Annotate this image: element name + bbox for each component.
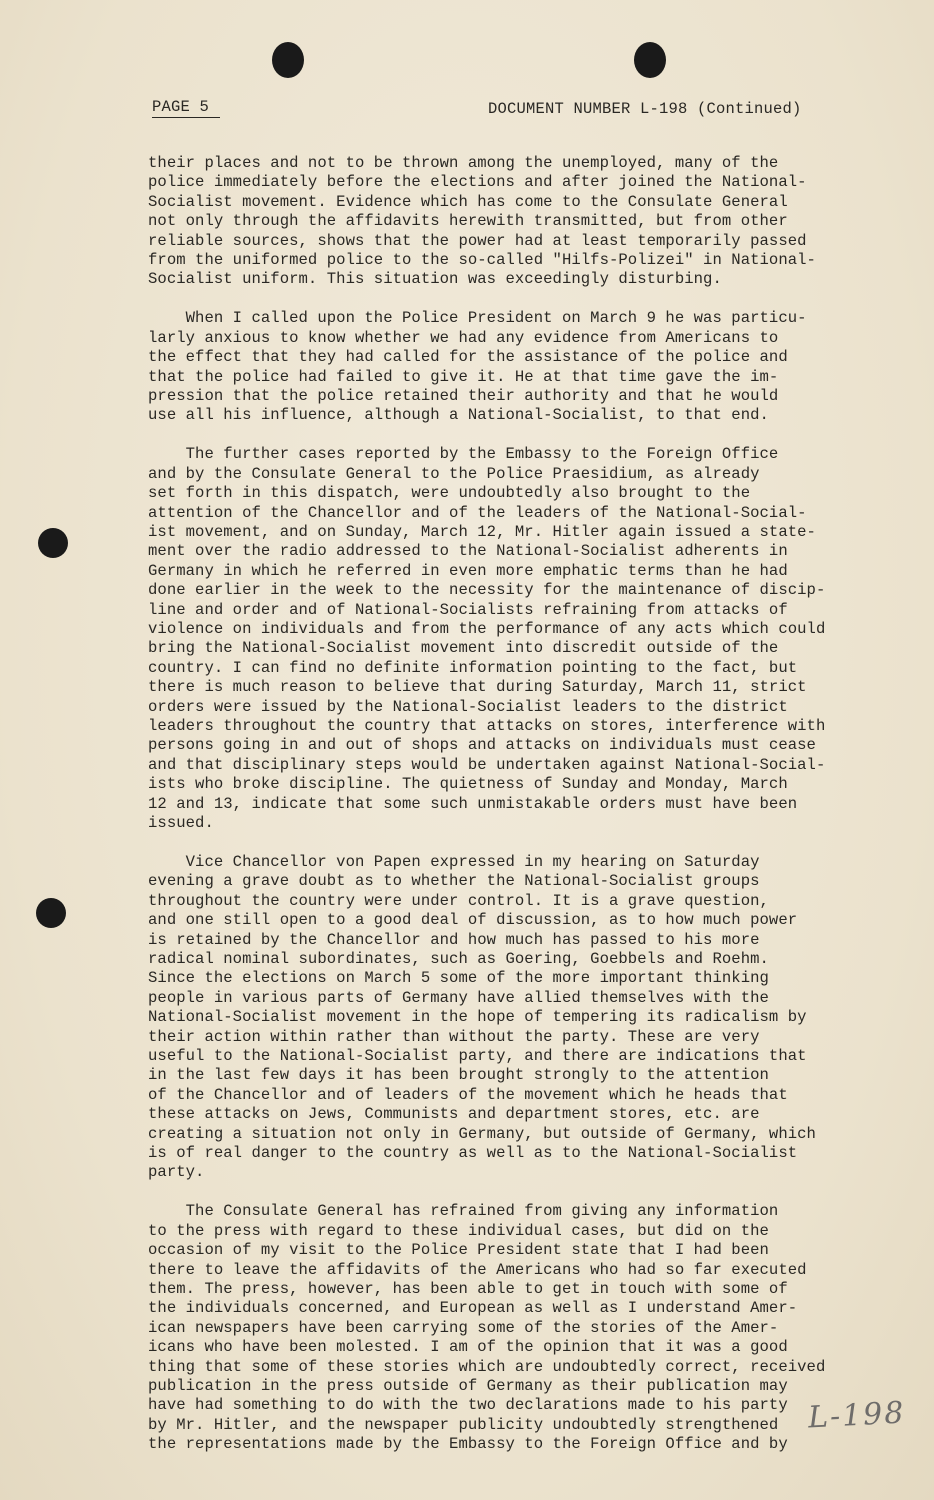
page-label [152, 98, 220, 118]
text-line: by Mr. Hitler, and the newspaper publicity undoubtedly strengthened [148, 1415, 779, 1434]
text-line: party. [148, 1163, 205, 1182]
text-line: to the press with regard to these individual cases, but did on the [148, 1221, 769, 1240]
text-line: useful to the National-Socialist party, and there are indications that [148, 1046, 807, 1065]
text-line: attention of the Chancellor and of the leaders of the National-Social- [148, 503, 807, 522]
text-line: have had something to do with the two declarations made to his party [148, 1396, 788, 1415]
text-line: bring the National-Socialist movement into discredit outside of the [148, 639, 779, 658]
text-line: country. I can find no definite information pointing to the fact, but [148, 658, 798, 677]
text-line: set forth in this dispatch, were undoubtedly also brought to the [148, 484, 751, 503]
text-line: evening a grave doubt as to whether the National-Socialist groups [148, 872, 760, 891]
text-line: of the Chancellor and of leaders of the movement which he heads that [148, 1085, 788, 1104]
text-line: Vice Chancellor von Papen expressed in my hearing on Saturday [148, 852, 760, 871]
document-body [148, 154, 858, 1474]
text-line: from the uniformed police to the so-called "Hilfs-Polizei" in National- [148, 251, 816, 270]
text-line: thing that some of these stories which are undoubtedly correct, received [148, 1357, 826, 1376]
text-line: When I called upon the Police President on March 9 he was particu- [148, 309, 807, 328]
text-line: icans who have been molested. I am of the opinion that it was a good [148, 1338, 788, 1357]
text-line: their places and not to be thrown among the unemployed, many of the [148, 154, 779, 172]
text-line: in the last few days it has been brought strongly to the attention [148, 1066, 769, 1085]
text-line: and that disciplinary steps would be undertaken against National-Social- [148, 755, 826, 774]
text-line: violence on individuals and from the performance of any acts which could [148, 619, 826, 638]
text-line: them. The press, however, has been able to get in touch with some of [148, 1279, 788, 1298]
punch-hole [38, 528, 68, 558]
text-line: the representations made by the Embassy to the Foreign Office and by [148, 1435, 788, 1454]
text-line: ists who broke discipline. The quietness of Sunday and Monday, March [148, 775, 788, 794]
text-line: creating a situation not only in Germany, but outside of Germany, which [148, 1124, 816, 1143]
text-line: 12 and 13, indicate that some such unmistakable orders must have been [148, 794, 798, 813]
text-line: orders were issued by the National-Socialist leaders to the district [148, 697, 788, 716]
text-line: leaders throughout the country that attacks on stores, interference with [148, 716, 826, 735]
text-line: ican newspapers have been carrying some of the stories of the Amer- [148, 1318, 779, 1337]
text-line: publication in the press outside of Germany as their publication may [148, 1376, 788, 1395]
page-label-underline [152, 117, 220, 118]
text-line: persons going in and out of shops and attacks on individuals must cease [148, 736, 816, 755]
text-line: occasion of my visit to the Police President state that I had been [148, 1241, 769, 1260]
text-line: there to leave the affidavits of the Americans who had so far executed [148, 1260, 807, 1279]
text-line: their action within rather than without the party. These are very [148, 1027, 760, 1046]
text-line: reliable sources, shows that the power had at least temporarily passed [148, 231, 807, 250]
text-line: people in various parts of Germany have allied themselves with the [148, 988, 769, 1007]
text-line: is retained by the Chancellor and how much has passed to his more [148, 930, 760, 949]
text-line: Socialist movement. Evidence which has come to the Consulate General [148, 192, 788, 211]
text-line: that the police had failed to give it. He at that time gave the im- [148, 367, 779, 386]
text-line: is of real danger to the country as well as to the National-Socialist [148, 1144, 798, 1162]
text-line: line and order and of National-Socialists refraining from attacks of [148, 600, 788, 619]
text-line: pression that the police retained their authority and that he would [148, 386, 779, 405]
text-line: there is much reason to believe that during Saturday, March 11, strict [148, 678, 807, 697]
text-line: use all his influence, although a National-Socialist, to that end. [148, 406, 769, 425]
text-line: The further cases reported by the Embassy to the Foreign Office [148, 445, 779, 464]
text-line: police immediately before the elections and after joined the National- [148, 173, 807, 192]
punch-hole [36, 898, 66, 928]
text-line: not only through the affidavits herewith transmitted, but from other [148, 212, 788, 231]
punch-hole [272, 42, 304, 78]
page-number: PAGE 5 [152, 98, 210, 116]
text-line: The Consulate General has refrained from giving any information [148, 1202, 779, 1221]
paragraph [148, 853, 858, 1183]
paragraph [148, 309, 858, 425]
paragraph [148, 445, 858, 833]
text-line: larly anxious to know whether we had any evidence from Americans to [148, 328, 779, 347]
text-line: Germany in which he referred in even more emphatic terms than he had [148, 561, 788, 580]
text-line: radical nominal subordinates, such as Goering, Goebbels and Roehm. [148, 949, 769, 968]
text-line: and one still open to a good deal of discussion, as to how much power [148, 911, 798, 930]
paragraph [148, 1202, 858, 1454]
handwritten-document-mark: L-198 [807, 1395, 907, 1436]
text-line: the individuals concerned, and European as well as I understand Amer- [148, 1299, 798, 1318]
text-line: and by the Consulate General to the Police Praesidium, as already [148, 464, 760, 483]
paragraph [148, 154, 858, 290]
text-line: Since the elections on March 5 some of the more important thinking [148, 969, 769, 988]
text-line: National-Socialist movement in the hope of tempering its radicalism by [148, 1008, 807, 1027]
text-line: ment over the radio addressed to the National-Socialist adherents in [148, 542, 788, 561]
text-line: Socialist uniform. This situation was exceedingly disturbing. [148, 270, 722, 289]
text-line: done earlier in the week to the necessity for the maintenance of discip- [148, 581, 826, 600]
text-line: issued. [148, 814, 214, 832]
text-line: throughout the country were under control. It is a grave question, [148, 891, 769, 910]
text-line: the effect that they had called for the assistance of the police and [148, 348, 788, 367]
text-line: these attacks on Jews, Communists and department stores, etc. are [148, 1105, 760, 1124]
punch-hole [634, 42, 666, 78]
document-number: DOCUMENT NUMBER L-198 (Continued) [488, 100, 802, 118]
text-line: ist movement, and on Sunday, March 12, Mr. Hitler again issued a state- [148, 522, 816, 541]
